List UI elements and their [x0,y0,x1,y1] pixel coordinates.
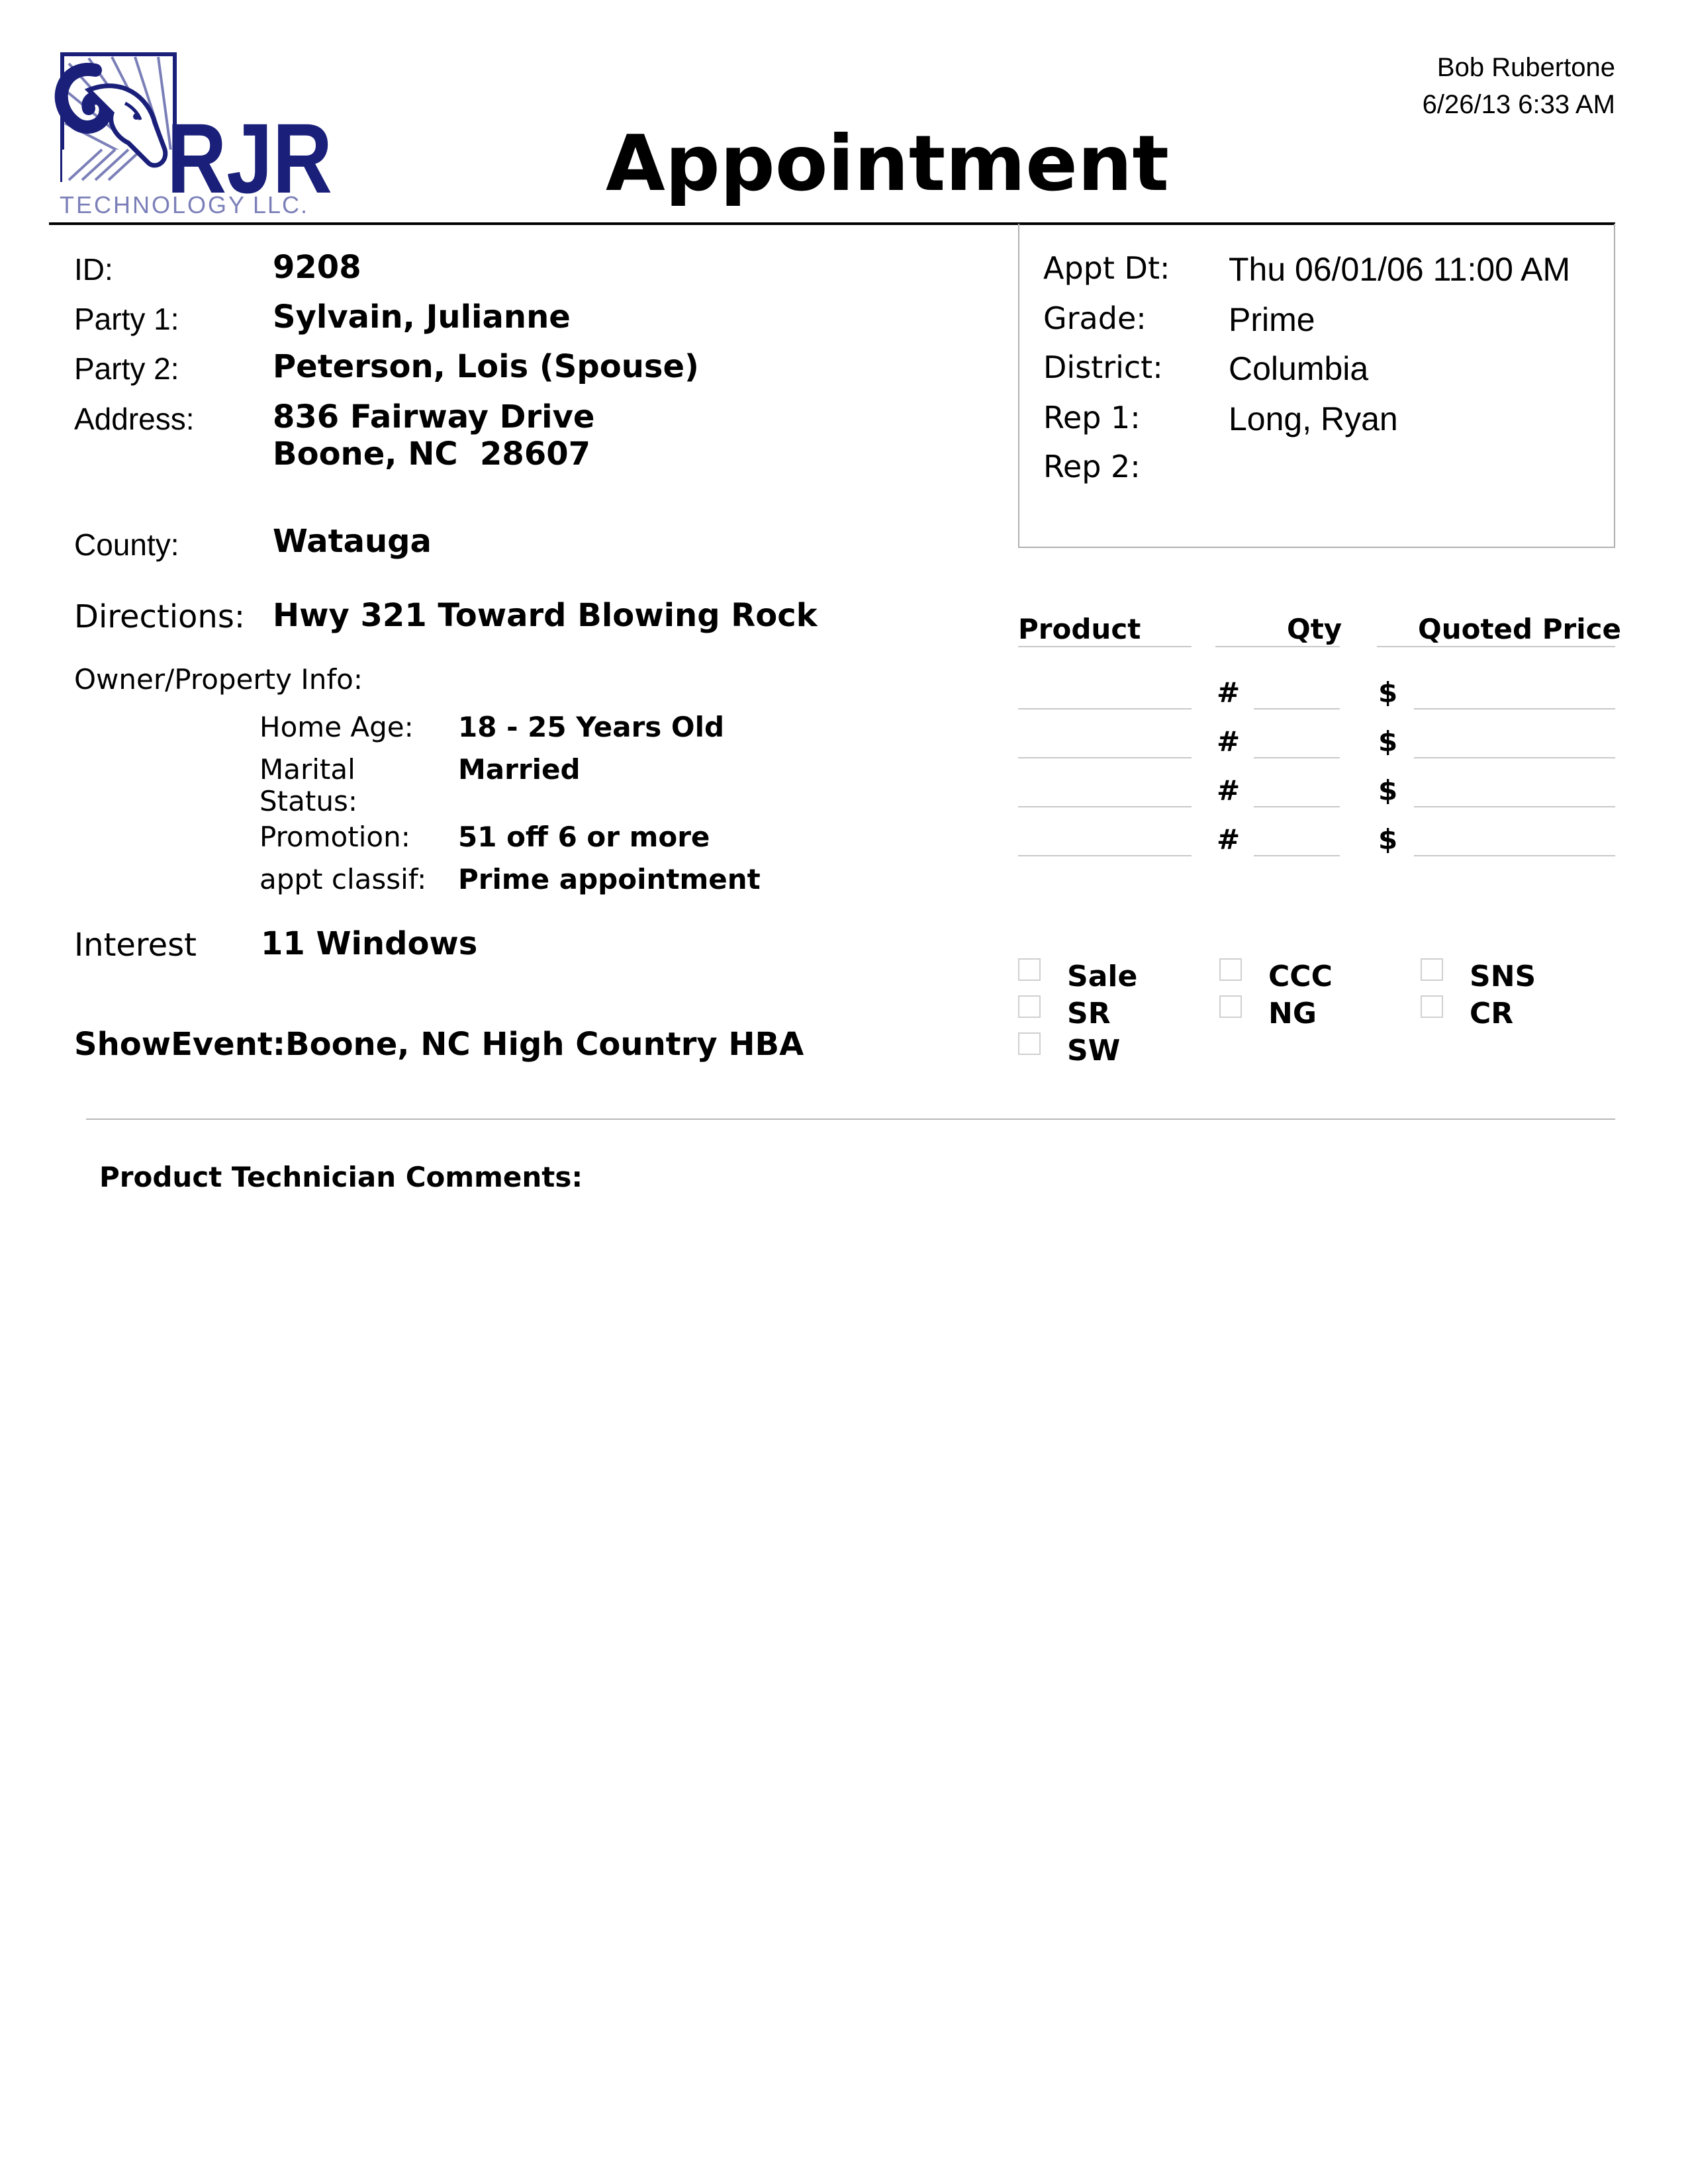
promotion-label: Promotion: [259,821,410,853]
grade-value: Prime [1229,301,1315,338]
appt-date-label: Appt Dt: [1043,250,1170,286]
product-header-rule [1018,646,1192,647]
comments-area[interactable] [99,1211,1615,2071]
marital-label-1: Marital [259,753,355,786]
product-header: Product [1018,613,1141,645]
sw-label: SW [1067,1034,1121,1068]
party2-value: Peterson, Lois (Spouse) [273,348,699,385]
home-age-value: 18 - 25 Years Old [458,711,725,743]
grade-label: Grade: [1043,300,1147,336]
ccc-checkbox[interactable] [1219,958,1242,981]
svg-text:LLC.: LLC. [253,191,309,218]
cr-label: CR [1470,997,1514,1030]
ccc-label: CCC [1268,960,1333,993]
rep1-value: Long, Ryan [1229,400,1398,437]
qty-input[interactable] [1254,855,1340,856]
sale-label: Sale [1067,960,1138,993]
interest-value: 11 Windows [261,925,478,962]
sale-checkbox[interactable] [1018,958,1041,981]
promotion-value: 51 off 6 or more [458,821,710,853]
ram-logo-icon [49,50,340,224]
id-value: 9208 [273,249,361,286]
district-value: Columbia [1229,350,1369,387]
rep2-label: Rep 2: [1043,449,1141,484]
product-input[interactable] [1018,708,1192,709]
qty-hash-symbol: # [1217,774,1241,807]
directions-label: Directions: [74,598,246,635]
home-age-label: Home Age: [259,711,414,743]
district-label: District: [1043,349,1163,385]
qty-header: Qty [1287,613,1342,645]
marital-label-2: Status: [259,785,357,817]
svg-text:TECHNOLOGY: TECHNOLOGY [60,191,247,218]
directions-value: Hwy 321 Toward Blowing Rock [273,597,818,634]
qty-input[interactable] [1254,757,1340,758]
quoted-price-header: Quoted Price [1418,613,1621,645]
user-name: Bob Rubertone [1436,53,1615,82]
show-event: ShowEvent:Boone, NC High Country HBA [74,1026,804,1063]
page-title: Appointment [606,119,1169,208]
price-input[interactable] [1414,806,1615,807]
price-header-rule [1377,646,1615,647]
address-line1: 836 Fairway Drive [273,398,595,435]
interest-label: Interest [74,927,197,964]
classif-label: appt classif: [259,863,427,895]
marital-value: Married [458,753,581,786]
qty-hash-symbol: # [1217,676,1241,709]
id-label: ID: [74,252,113,287]
party1-value: Sylvain, Julianne [273,298,571,336]
product-input[interactable] [1018,757,1192,758]
qty-hash-symbol: # [1217,725,1241,758]
ng-label: NG [1268,997,1317,1030]
party2-label: Party 2: [74,351,179,386]
party1-label: Party 1: [74,302,179,336]
print-datetime: 6/26/13 6:33 AM [1422,90,1615,119]
county-value: Watauga [273,523,432,560]
qty-header-rule [1215,646,1340,647]
address-label: Address: [74,402,195,436]
sns-checkbox[interactable] [1421,958,1443,981]
price-input[interactable] [1414,855,1615,856]
company-logo [49,50,340,224]
comments-label: Product Technician Comments: [99,1161,583,1193]
price-dollar-symbol: $ [1378,676,1398,709]
county-label: County: [74,527,179,562]
qty-input[interactable] [1254,708,1340,709]
sns-label: SNS [1470,960,1536,993]
price-dollar-symbol: $ [1378,774,1398,807]
qty-input[interactable] [1254,806,1340,807]
price-input[interactable] [1414,708,1615,709]
appt-date-value: Thu 06/01/06 11:00 AM [1229,251,1571,288]
address-line2: Boone, NC 28607 [273,435,591,473]
svg-text:RJR: RJR [167,103,332,214]
cr-checkbox[interactable] [1421,995,1443,1018]
qty-hash-symbol: # [1217,823,1241,856]
sr-label: SR [1067,997,1111,1030]
product-input[interactable] [1018,806,1192,807]
classif-value: Prime appointment [458,863,761,895]
sw-checkbox[interactable] [1018,1032,1041,1055]
owner-info-label: Owner/Property Info: [74,663,363,696]
sr-checkbox[interactable] [1018,995,1041,1018]
ng-checkbox[interactable] [1219,995,1242,1018]
price-input[interactable] [1414,757,1615,758]
rep1-label: Rep 1: [1043,400,1141,435]
price-dollar-symbol: $ [1378,725,1398,758]
price-dollar-symbol: $ [1378,823,1398,856]
comments-divider [86,1118,1615,1120]
product-input[interactable] [1018,855,1192,856]
